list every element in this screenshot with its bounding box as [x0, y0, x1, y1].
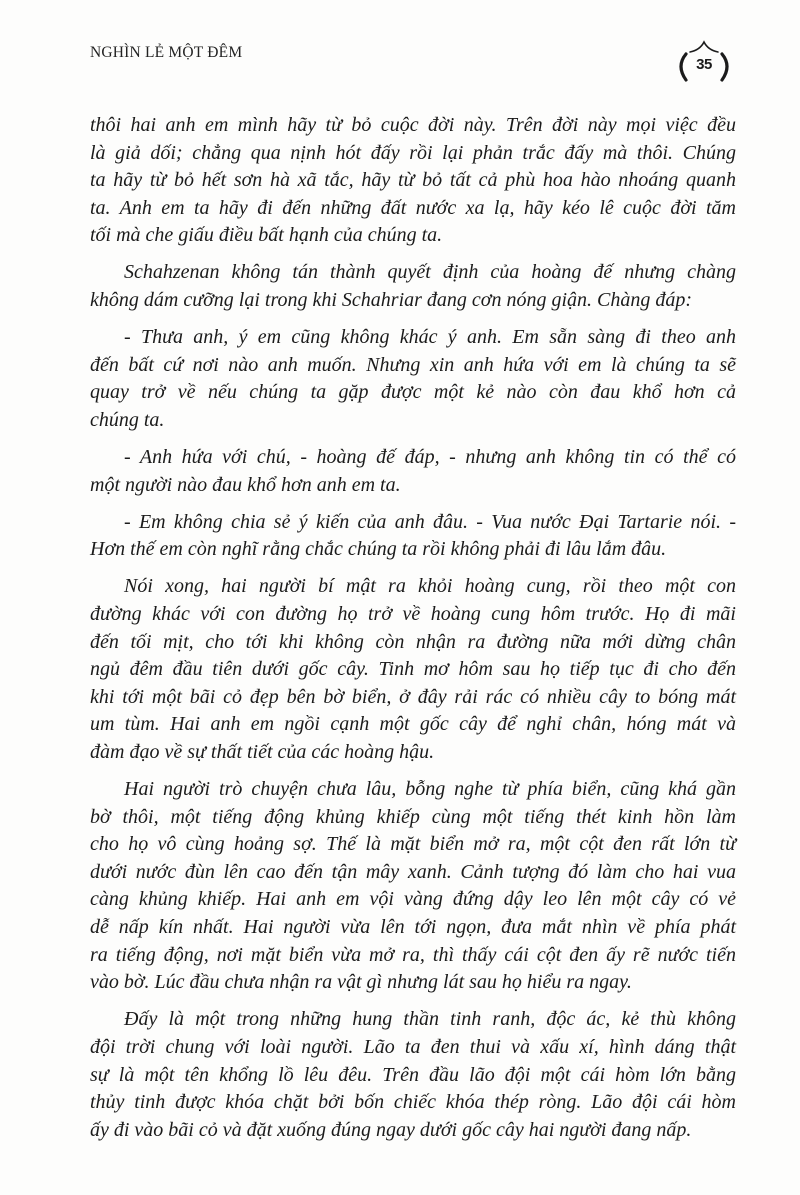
text-line: đến bất cứ nơi nào anh muốn. Nhưng xin anh hứa với em là chúng ta sẽ	[90, 353, 736, 376]
paragraph	[90, 112, 736, 250]
paragraph	[90, 573, 736, 766]
text-line: sự là một tên khổng lồ lêu đêu. Trên đầu lão đội một cái hòm lớn bằng	[90, 1063, 736, 1086]
paragraph	[90, 259, 736, 314]
body-text	[90, 112, 736, 1154]
text-line: đội trời chung với loài người. Lão ta đen thui và xấu xí, hình dáng thật	[90, 1035, 736, 1058]
text-line: không dám cưỡng lại trong khi Schahriar đang cơn nóng giận. Chàng đáp:	[90, 289, 693, 312]
text-line: dễ nấp kín nhất. Hai người vừa lên tới ngọn, đưa mắt nhìn về phía phát	[90, 916, 736, 939]
text-line: ra tiếng động, nơi mặt biển vừa mở ra, thì thấy cái cột đen ấy rẽ nước tiến	[90, 943, 736, 966]
text-line: là giả dối; chẳng qua nịnh hót đấy rồi lại phản trắc đấy mà thôi. Chúng	[90, 141, 736, 164]
text-line: Nói xong, hai người bí mật ra khỏi hoàng cung, rồi theo một con	[124, 575, 736, 598]
text-line: - Thưa anh, ý em cũng không khác ý anh. Em sẵn sàng đi theo anh	[124, 326, 736, 349]
paragraph	[90, 444, 736, 499]
text-line: thủy tinh được khóa chặt bởi bốn chiếc khóa thép ròng. Lão đội cái hòm	[90, 1091, 736, 1114]
text-line: - Anh hứa với chú, - hoàng đế đáp, - nhưng anh không tin có thể có	[124, 446, 736, 469]
running-title: NGHÌN LẺ MỘT ĐÊM	[90, 44, 243, 61]
text-line: dưới nước đùn lên cao đến tận mây xanh. Cảnh tượng đó làm cho hai vua	[90, 860, 736, 883]
text-line: khi tới một bãi cỏ đẹp bên bờ biển, ở đây rải rác có nhiều cây to bóng mát	[90, 685, 736, 708]
text-line: chúng ta.	[90, 408, 165, 431]
text-line: Hai người trò chuyện chưa lâu, bỗng nghe từ phía biển, cũng khá gần	[124, 778, 736, 801]
text-line: đàm đạo về sự thất tiết của các hoàng hậu.	[90, 740, 435, 763]
text-line: đường khác với con đường họ trở về hoàng cung hôm trước. Họ đi mãi	[90, 603, 736, 625]
text-line: vào bờ. Lúc đầu chưa nhận ra vật gì nhưng lát sau họ hiểu ra ngay.	[90, 971, 632, 994]
paragraph	[90, 1006, 736, 1144]
text-line: - Em không chia sẻ ý kiến của anh đâu. - Vua nước Đại Tartarie nói. -	[124, 510, 736, 533]
text-line: một người nào đau khổ hơn anh em ta.	[90, 473, 401, 496]
text-line: Schahzenan không tán thành quyết định của hoàng đế nhưng chàng	[124, 261, 736, 284]
paragraph	[90, 324, 736, 434]
page-number-ornament	[672, 40, 736, 84]
text-line: um tùm. Hai anh em ngồi cạnh một gốc cây để nghỉ chân, hóng mát và	[90, 713, 736, 736]
text-line: tối mà che giấu điều bất hạnh của chúng ta.	[90, 224, 443, 247]
paragraph	[90, 776, 736, 997]
text-line: quay trở về nếu chúng ta gặp được một kẻ nào còn đau khổ hơn cả	[90, 381, 736, 404]
text-line: bờ thôi, một tiếng động khủng khiếp cùng một tiếng thét kinh hồn làm	[90, 805, 736, 828]
text-line: ấy đi vào bãi cỏ và đặt xuống đúng ngay dưới gốc cây hai người đang nấp.	[90, 1118, 692, 1141]
text-line: cho họ vô cùng hoảng sợ. Thế là mặt biển mở ra, một cột đen rất lớn từ	[90, 833, 736, 856]
text-line: Đấy là một trong những hung thần tinh ranh, độc ác, kẻ thù không	[124, 1008, 736, 1031]
text-line: thôi hai anh em mình hãy từ bỏ cuộc đời này. Trên đời này mọi việc đều	[90, 114, 736, 136]
text-line: càng khủng khiếp. Hai anh em vội vàng đứng dậy leo lên một cây có vẻ	[90, 888, 736, 911]
text-line: đến tối mịt, cho tới khi không còn nhận ra đường nữa mới dừng chân	[90, 630, 736, 653]
text-line: ta hãy từ bỏ hết sơn hà xã tắc, hãy từ bỏ tất cả phù hoa hào nhoáng quanh	[90, 169, 736, 192]
paragraph	[90, 509, 736, 564]
page-number: 35	[696, 56, 712, 73]
text-line: ngủ đêm đầu tiên dưới gốc cây. Tinh mơ hôm sau họ tiếp tục đi cho đến	[90, 658, 736, 681]
text-line: Hơn thế em còn nghĩ rằng chắc chúng ta rồi không phải đi lâu lắm đâu.	[90, 538, 667, 561]
text-line: ta. Anh em ta hãy đi đến những đất nước xa lạ, hãy kéo lê cuộc đời tăm	[90, 196, 736, 219]
